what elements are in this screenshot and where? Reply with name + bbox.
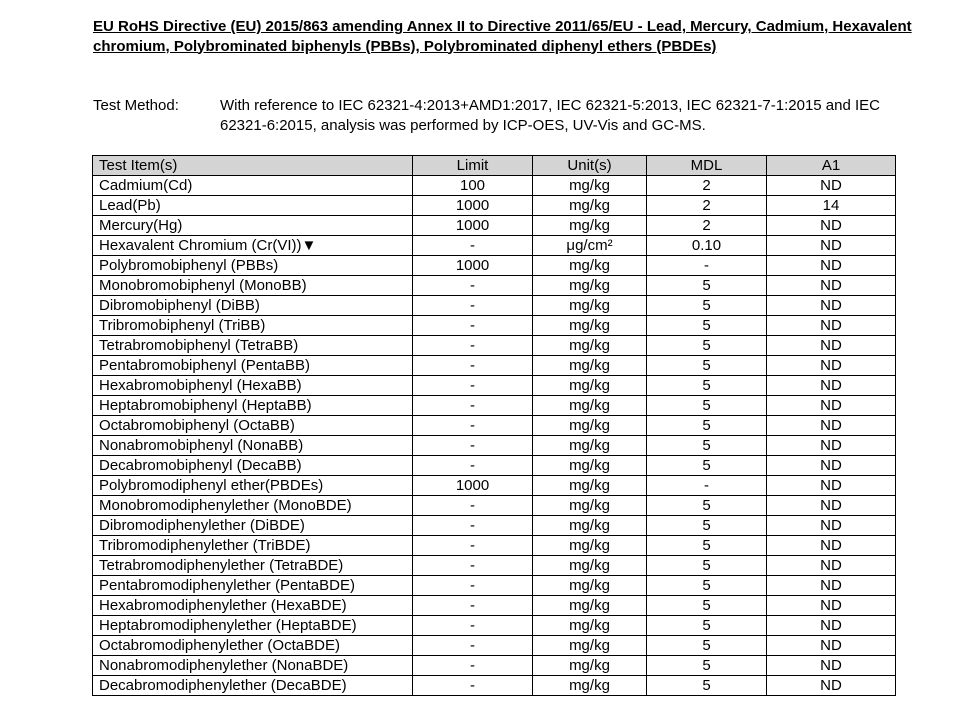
table-row xyxy=(93,636,896,656)
limit-cell: - xyxy=(413,496,533,516)
table-row xyxy=(93,616,896,636)
test-item-cell: Tetrabromodiphenylether (TetraBDE) xyxy=(93,556,413,576)
a1-result-cell: ND xyxy=(767,256,896,276)
test-item-cell: Heptabromobiphenyl (HeptaBB) xyxy=(93,396,413,416)
unit-cell: mg/kg xyxy=(533,376,647,396)
test-item-cell: Hexabromodiphenylether (HexaBDE) xyxy=(93,596,413,616)
limit-cell: - xyxy=(413,356,533,376)
table-row xyxy=(93,356,896,376)
table-row xyxy=(93,536,896,556)
test-item-cell: Hexabromobiphenyl (HexaBB) xyxy=(93,376,413,396)
mdl-cell: 5 xyxy=(647,616,767,636)
unit-cell: mg/kg xyxy=(533,596,647,616)
mdl-cell: 5 xyxy=(647,376,767,396)
test-item-cell: Tribromodiphenylether (TriBDE) xyxy=(93,536,413,556)
a1-result-cell: ND xyxy=(767,336,896,356)
unit-cell: mg/kg xyxy=(533,336,647,356)
a1-result-cell: ND xyxy=(767,276,896,296)
mdl-cell: 2 xyxy=(647,216,767,236)
test-item-cell: Mercury(Hg) xyxy=(93,216,413,236)
mdl-cell: 2 xyxy=(647,196,767,216)
table-row xyxy=(93,256,896,276)
a1-result-cell: ND xyxy=(767,556,896,576)
mdl-cell: 0.10 xyxy=(647,236,767,256)
mdl-cell: 5 xyxy=(647,336,767,356)
unit-cell: mg/kg xyxy=(533,356,647,376)
limit-cell: - xyxy=(413,436,533,456)
table-row xyxy=(93,576,896,596)
document-title: EU RoHS Directive (EU) 2015/863 amending Annex II to Directive 2011/65/EU - Lead, Mercury, Cadmium, Hexavalent chromium, Polybrominated biphenyls (PBBs), Polybrominated diphenyl ethers (PBDEs) xyxy=(93,18,912,55)
a1-result-cell: ND xyxy=(767,476,896,496)
test-item-cell: Nonabromodiphenylether (NonaBDE) xyxy=(93,656,413,676)
a1-result-cell: ND xyxy=(767,456,896,476)
unit-cell: mg/kg xyxy=(533,496,647,516)
limit-cell: - xyxy=(413,576,533,596)
test-item-cell: Polybromodiphenyl ether(PBDEs) xyxy=(93,476,413,496)
table-row xyxy=(93,376,896,396)
mdl-cell: - xyxy=(647,476,767,496)
test-item-cell: Polybromobiphenyl (PBBs) xyxy=(93,256,413,276)
header-test-items: Test Item(s) xyxy=(93,156,413,176)
test-method-text: With reference to IEC 62321-4:2013+AMD1:2017, IEC 62321-5:2013, IEC 62321-7-1:2015 and IEC 62321-6:2015, analysis was performed by ICP-OES, UV-Vis and GC-MS. xyxy=(220,97,880,134)
unit-cell: mg/kg xyxy=(533,656,647,676)
limit-cell: - xyxy=(413,656,533,676)
limit-cell: - xyxy=(413,276,533,296)
a1-result-cell: ND xyxy=(767,536,896,556)
limit-cell: 1000 xyxy=(413,216,533,236)
limit-cell: - xyxy=(413,536,533,556)
unit-cell: mg/kg xyxy=(533,256,647,276)
unit-cell: mg/kg xyxy=(533,536,647,556)
unit-cell: mg/kg xyxy=(533,576,647,596)
test-item-cell: Octabromobiphenyl (OctaBB) xyxy=(93,416,413,436)
limit-cell: - xyxy=(413,556,533,576)
table-row xyxy=(93,296,896,316)
limit-cell: - xyxy=(413,376,533,396)
unit-cell: mg/kg xyxy=(533,276,647,296)
unit-cell: μg/cm² xyxy=(533,236,647,256)
limit-cell: - xyxy=(413,676,533,696)
a1-result-cell: ND xyxy=(767,356,896,376)
mdl-cell: 5 xyxy=(647,296,767,316)
test-item-cell: Pentabromodiphenylether (PentaBDE) xyxy=(93,576,413,596)
unit-cell: mg/kg xyxy=(533,176,647,196)
a1-result-cell: ND xyxy=(767,236,896,256)
limit-cell: - xyxy=(413,296,533,316)
unit-cell: mg/kg xyxy=(533,636,647,656)
a1-result-cell: ND xyxy=(767,656,896,676)
limit-cell: - xyxy=(413,616,533,636)
results-table-body xyxy=(93,176,896,696)
mdl-cell: 5 xyxy=(647,356,767,376)
header-a1: A1 xyxy=(767,156,896,176)
unit-cell: mg/kg xyxy=(533,416,647,436)
table-row xyxy=(93,236,896,256)
limit-cell: - xyxy=(413,596,533,616)
table-row xyxy=(93,556,896,576)
a1-result-cell: ND xyxy=(767,216,896,236)
table-row xyxy=(93,596,896,616)
unit-cell: mg/kg xyxy=(533,216,647,236)
a1-result-cell: ND xyxy=(767,176,896,196)
a1-result-cell: ND xyxy=(767,436,896,456)
test-item-cell: Dibromobiphenyl (DiBB) xyxy=(93,296,413,316)
a1-result-cell: ND xyxy=(767,376,896,396)
mdl-cell: 5 xyxy=(647,396,767,416)
header-limit: Limit xyxy=(413,156,533,176)
test-item-cell: Octabromodiphenylether (OctaBDE) xyxy=(93,636,413,656)
mdl-cell: 5 xyxy=(647,516,767,536)
test-item-cell: Monobromobiphenyl (MonoBB) xyxy=(93,276,413,296)
mdl-cell: 5 xyxy=(647,436,767,456)
test-method-label: Test Method: xyxy=(93,97,179,114)
a1-result-cell: ND xyxy=(767,596,896,616)
a1-result-cell: ND xyxy=(767,396,896,416)
limit-cell: - xyxy=(413,456,533,476)
a1-result-cell: ND xyxy=(767,296,896,316)
limit-cell: - xyxy=(413,316,533,336)
a1-result-cell: ND xyxy=(767,416,896,436)
test-item-cell: Tribromobiphenyl (TriBB) xyxy=(93,316,413,336)
table-row xyxy=(93,316,896,336)
limit-cell: - xyxy=(413,236,533,256)
unit-cell: mg/kg xyxy=(533,316,647,336)
mdl-cell: 5 xyxy=(647,416,767,436)
test-item-cell: Tetrabromobiphenyl (TetraBB) xyxy=(93,336,413,356)
a1-result-cell: ND xyxy=(767,676,896,696)
unit-cell: mg/kg xyxy=(533,556,647,576)
limit-cell: - xyxy=(413,636,533,656)
limit-cell: 1000 xyxy=(413,196,533,216)
unit-cell: mg/kg xyxy=(533,676,647,696)
mdl-cell: 5 xyxy=(647,636,767,656)
mdl-cell: 5 xyxy=(647,676,767,696)
table-header-row xyxy=(93,156,896,176)
test-item-cell: Decabromodiphenylether (DecaBDE) xyxy=(93,676,413,696)
table-row xyxy=(93,456,896,476)
unit-cell: mg/kg xyxy=(533,516,647,536)
table-row xyxy=(93,436,896,456)
unit-cell: mg/kg xyxy=(533,196,647,216)
header-mdl: MDL xyxy=(647,156,767,176)
a1-result-cell: 14 xyxy=(767,196,896,216)
a1-result-cell: ND xyxy=(767,496,896,516)
test-item-cell: Monobromodiphenylether (MonoBDE) xyxy=(93,496,413,516)
a1-result-cell: ND xyxy=(767,576,896,596)
unit-cell: mg/kg xyxy=(533,476,647,496)
table-row xyxy=(93,276,896,296)
table-row xyxy=(93,416,896,436)
table-row xyxy=(93,516,896,536)
limit-cell: 1000 xyxy=(413,256,533,276)
mdl-cell: 5 xyxy=(647,496,767,516)
test-item-cell: Dibromodiphenylether (DiBDE) xyxy=(93,516,413,536)
table-row xyxy=(93,476,896,496)
header-units: Unit(s) xyxy=(533,156,647,176)
mdl-cell: 5 xyxy=(647,656,767,676)
table-row xyxy=(93,496,896,516)
limit-cell: - xyxy=(413,336,533,356)
mdl-cell: 5 xyxy=(647,536,767,556)
limit-cell: - xyxy=(413,416,533,436)
a1-result-cell: ND xyxy=(767,316,896,336)
mdl-cell: 5 xyxy=(647,556,767,576)
limit-cell: - xyxy=(413,516,533,536)
test-item-cell: Cadmium(Cd) xyxy=(93,176,413,196)
table-row xyxy=(93,396,896,416)
results-table xyxy=(92,155,896,696)
mdl-cell: 5 xyxy=(647,596,767,616)
unit-cell: mg/kg xyxy=(533,616,647,636)
limit-cell: 100 xyxy=(413,176,533,196)
table-row xyxy=(93,656,896,676)
a1-result-cell: ND xyxy=(767,516,896,536)
test-item-cell: Pentabromobiphenyl (PentaBB) xyxy=(93,356,413,376)
mdl-cell: - xyxy=(647,256,767,276)
unit-cell: mg/kg xyxy=(533,396,647,416)
test-item-cell: Hexavalent Chromium (Cr(VI))▼ xyxy=(93,236,413,256)
a1-result-cell: ND xyxy=(767,636,896,656)
test-item-cell: Decabromobiphenyl (DecaBB) xyxy=(93,456,413,476)
mdl-cell: 5 xyxy=(647,456,767,476)
unit-cell: mg/kg xyxy=(533,296,647,316)
a1-result-cell: ND xyxy=(767,616,896,636)
table-row xyxy=(93,216,896,236)
table-row xyxy=(93,176,896,196)
table-row xyxy=(93,676,896,696)
mdl-cell: 5 xyxy=(647,276,767,296)
test-item-cell: Nonabromobiphenyl (NonaBB) xyxy=(93,436,413,456)
table-row xyxy=(93,196,896,216)
mdl-cell: 2 xyxy=(647,176,767,196)
mdl-cell: 5 xyxy=(647,316,767,336)
test-item-cell: Lead(Pb) xyxy=(93,196,413,216)
table-row xyxy=(93,336,896,356)
limit-cell: - xyxy=(413,396,533,416)
unit-cell: mg/kg xyxy=(533,436,647,456)
limit-cell: 1000 xyxy=(413,476,533,496)
test-item-cell: Heptabromodiphenylether (HeptaBDE) xyxy=(93,616,413,636)
mdl-cell: 5 xyxy=(647,576,767,596)
unit-cell: mg/kg xyxy=(533,456,647,476)
